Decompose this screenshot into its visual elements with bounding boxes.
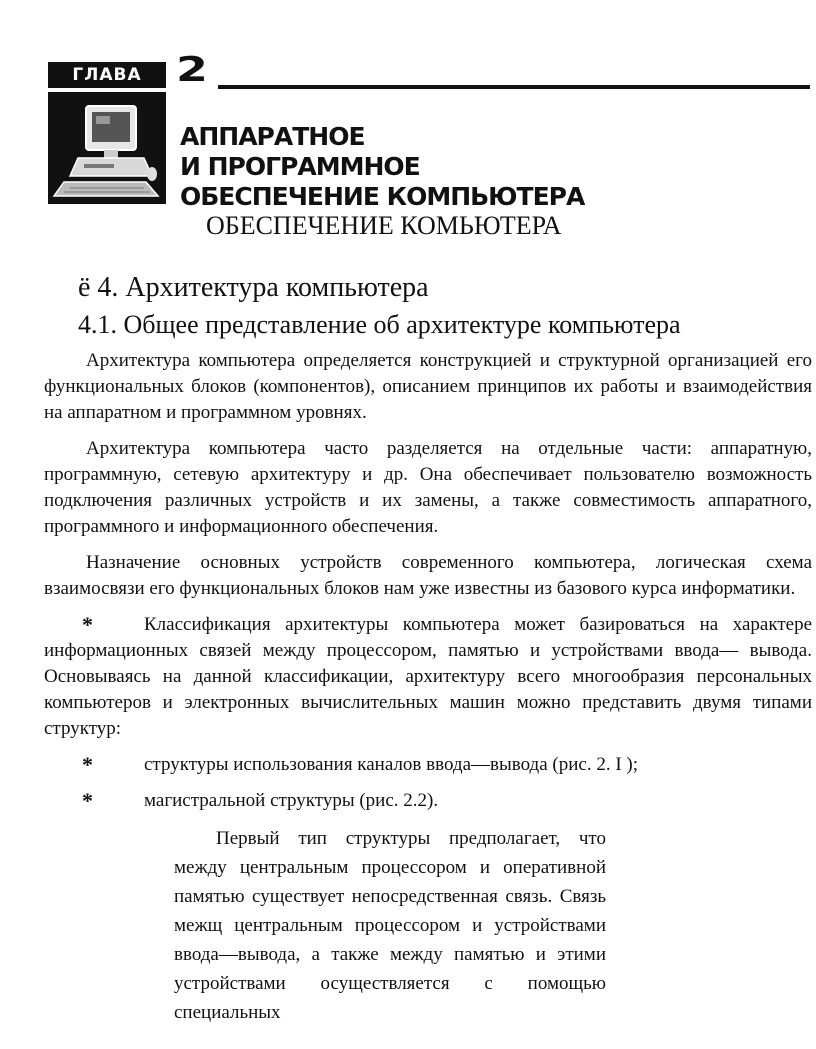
list-item (44, 752, 812, 778)
chapter-title-line-1: АППАРАТНОЕ (180, 122, 365, 151)
list-item-text: магистральной структуры (рис. 2.2). (144, 790, 439, 811)
chapter-label: ГЛАВА (48, 62, 166, 88)
chapter-subtitle: ОБЕСПЕЧЕНИЕ КОМЬЮТЕРА (206, 211, 562, 240)
paragraph: Архитектура компьютера часто разделяется на отдельные части: аппаратную, программную, сетевую архитектуру и др. Она обеспечивает пользователю возможность подключения различных устройств и их замены, а также совместимость аппаратного, программного и информационного обеспечения. (44, 438, 812, 537)
asterisk-icon: * (82, 752, 93, 777)
chapter-title-line-2: И ПРОГРАММНОЕ (180, 152, 420, 181)
paragraph: Назначение основных устройств современного компьютера, логическая схема взаимосвязи его функциональных блоков нам уже известны из базового курса информатики. (44, 552, 812, 599)
paragraph: Архитектура компьютера определяется конструкцией и структурной организацией его функциональных блоков (компонентов), описанием принципов их работы и взаимодействия на аппаратном и программном уровнях. (44, 350, 812, 423)
list-item (44, 788, 812, 814)
chapter-number: 2 (176, 50, 208, 90)
chapter-title (180, 122, 584, 212)
list-item-text: структуры использования каналов ввода—вывода (рис. 2. I ); (144, 754, 639, 775)
chapter-rule (218, 85, 810, 89)
bullet-paragraph (44, 612, 812, 742)
section-title: ё 4. Архитектура компьютера (78, 272, 429, 303)
narrow-paragraph: Первый тип структуры предполагает, что между центральным процессором и оперативной памятью существует непосредственная связь. Связь межщ центральным процессором и устройствами ввода—вывода, а также между памятью и этими устройствами осуществляется с помощью специальных (174, 828, 606, 1023)
bullet-paragraph-text: Классификация архитектуры компьютера может базироваться на характере информационных связей между процессором, памятью и устройствами ввода— вывода. Основываясь на данной классификации, архитектуру всего многообразия персональных компьютеров и электронных вычислительных машин можно представить двумя типами структур: (44, 614, 812, 739)
chapter-title-line-3: ОБЕСПЕЧЕНИЕ КОМПЬЮТЕРА (180, 182, 585, 211)
computer-icon (48, 92, 166, 204)
body-text (44, 348, 812, 1027)
chapter-header (48, 52, 810, 88)
asterisk-icon: * (82, 612, 93, 637)
asterisk-icon: * (82, 788, 93, 813)
subsection-title: 4.1. Общее представление об архитектуре компьютера (78, 310, 681, 339)
